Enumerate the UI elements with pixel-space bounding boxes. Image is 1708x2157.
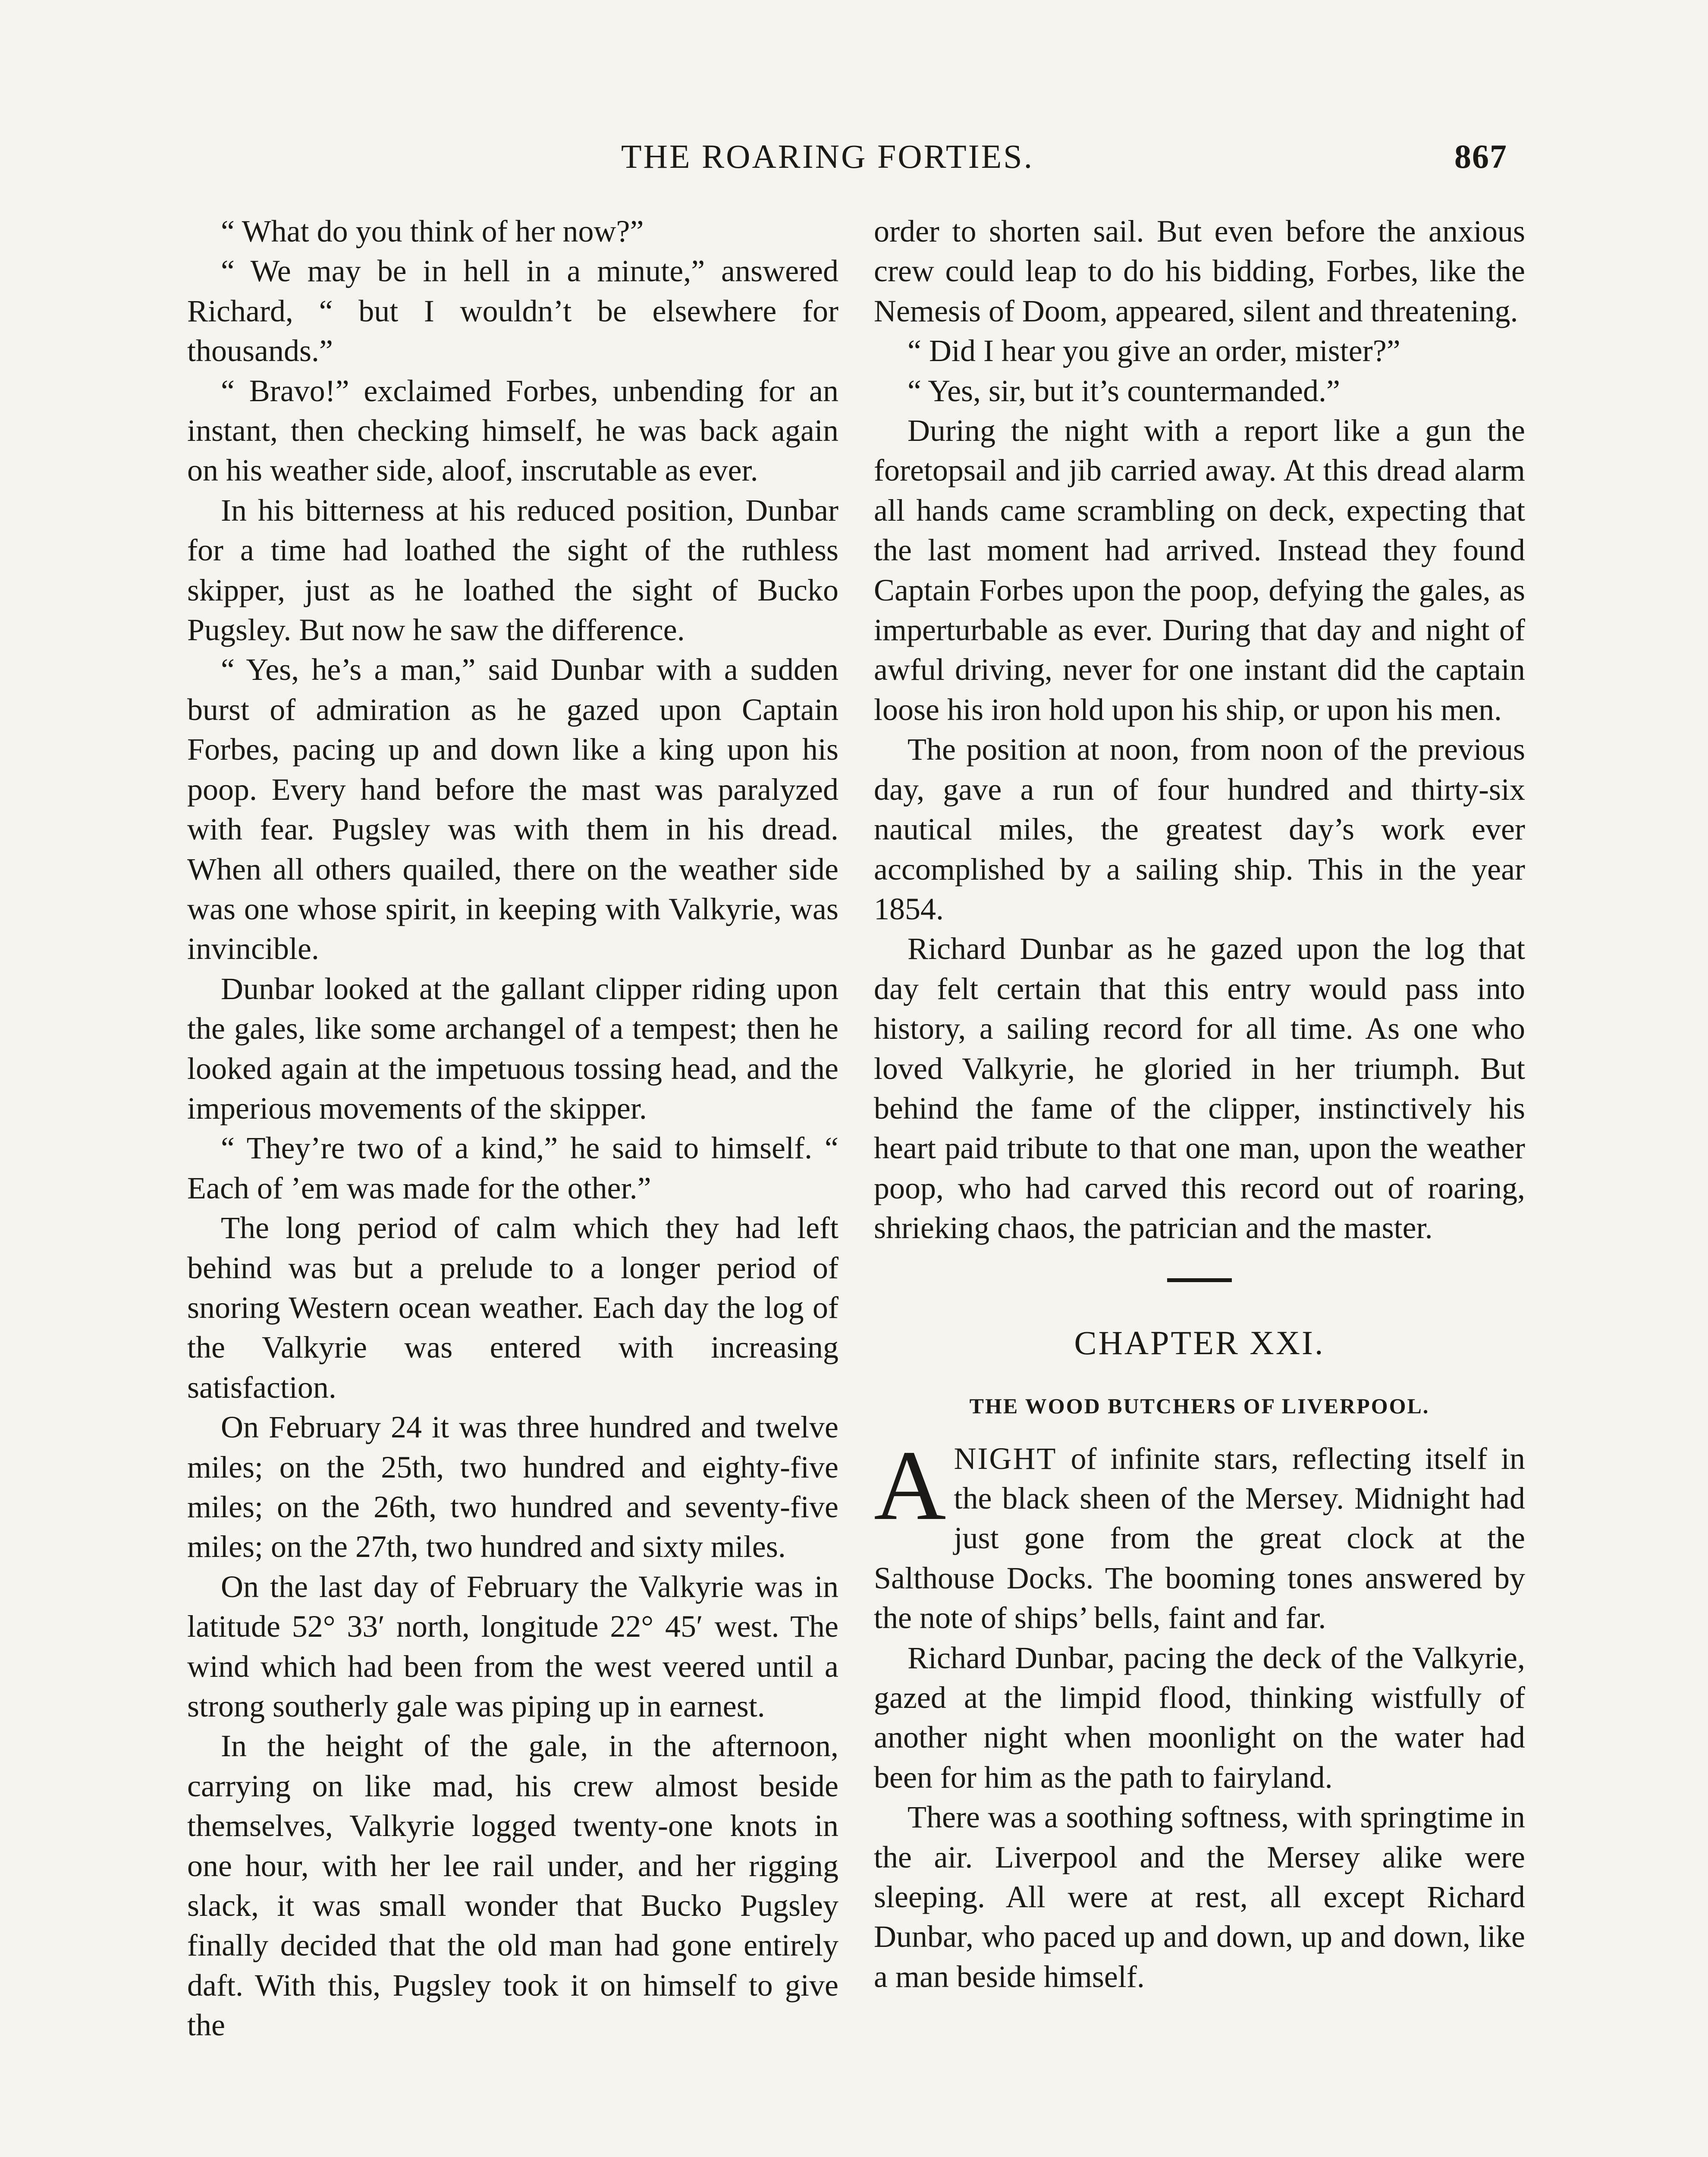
paragraph: Dunbar looked at the gallant clipper riding upon the gales, like some archangel of a tempest; then he looked again at the impetuous tossing head, and the imperious movements of the skipper. [187, 971, 838, 1126]
chapter-opening-paragraph [874, 1430, 1525, 1638]
paragraph: “ What do you think of her now?” [221, 214, 644, 248]
chapter-heading: CHAPTER XXI. [1074, 1324, 1325, 1361]
drop-cap: A [874, 1430, 946, 1541]
right-column [874, 211, 1525, 1997]
paragraph: In the height of the gale, in the afternoon, carrying on like mad, his crew almost beside themselves, Valkyrie logged twenty-one knots in one hour, with her lee rail under, and her rigging slack, it was small wonder that Bucko Pugsley finally decided that the old man had gone entirely daft. With this, Pugsley took it on himself to give the [187, 1729, 838, 2043]
paragraph: “ Yes, he’s a man,” said Dunbar with a sudden burst of admiration as he gazed upon Captain Forbes, pacing up and down like a king upon his poop. Every hand before the mast was paralyzed with fear. Pugsley was with them in his dread. When all others quailed, there on the weather side was one whose spirit, in keeping with Valkyrie, was invincible. [187, 652, 838, 966]
paragraph: Richard Dunbar as he gazed upon the log that day felt certain that this entry would pass into history, a sailing record for all time. As one who loved Valkyrie, he gloried in her triumph. But behind the fame of the clipper, instinctively his heart paid tribute to that one man, upon the weather poop, who had carved this record out of roaring, shrieking chaos, the patrician and the master. [874, 931, 1525, 1245]
chapter-subtitle: THE WOOD BUTCHERS OF LIVERPOOL. [969, 1393, 1430, 1418]
left-column [187, 211, 838, 2045]
paragraph: “ Yes, sir, but it’s countermanded.” [907, 373, 1340, 408]
paragraph: The long period of calm which they had left behind was but a prelude to a longer period of snoring Western ocean weather. Each day the log of the Valkyrie was entered with increasing satisfaction. [187, 1211, 838, 1405]
page-number: 867 [1454, 138, 1507, 175]
paragraph: On February 24 it was three hundred and twelve miles; on the 25th, two hundred and eighty-five miles; on the 26th, two hundred and seventy-five miles; on the 27th, two hundred and sixty miles. [187, 1410, 838, 1564]
section-divider [1167, 1278, 1232, 1282]
continued-paragraph: order to shorten sail. But even before the anxious crew could leap to do his bidding, Forbes, like the Nemesis of Doom, appeared, silent and threatening. [874, 214, 1525, 328]
lead-word: NIGHT [954, 1441, 1057, 1476]
running-title: THE ROARING FORTIES. [621, 138, 1034, 175]
paragraph: The position at noon, from noon of the previous day, gave a run of four hundred and thirty-six nautical miles, the greatest day’s work ever accomplished by a sailing ship. This in the year 1854. [874, 732, 1525, 926]
paragraph: In his bitterness at his reduced position, Dunbar for a time had loathed the sight of the ruthless skipper, just as he loathed the sight of Bucko Pugsley. But now he saw the difference. [187, 493, 838, 648]
paragraph: “ Bravo!” exclaimed Forbes, unbending for an instant, then checking himself, he was back again on his weather side, aloof, inscrutable as ever. [187, 373, 838, 488]
paragraph: Richard Dunbar, pacing the deck of the Valkyrie, gazed at the limpid flood, thinking wistfully of another night when moonlight on the water had been for him as the path to fairyland. [874, 1640, 1525, 1795]
paragraph: During the night with a report like a gun the foretopsail and jib carried away. At this dread alarm all hands came scrambling on deck, expecting that the last moment had arrived. Instead they found Captain Forbes upon the poop, defying the gales, as imperturbable as ever. During that day and night of awful driving, never for one instant did the captain loose his iron hold upon his ship, or upon his men. [874, 413, 1525, 727]
paragraph: On the last day of February the Valkyrie was in latitude 52° 33′ north, longitude 22° 45′ west. The wind which had been from the west veered until a strong southerly gale was piping up in earnest. [187, 1569, 838, 1724]
paragraph: There was a soothing softness, with springtime in the air. Liverpool and the Mersey alike were sleeping. All were at rest, all except Richard Dunbar, who paced up and down, up and down, like a man beside himself. [874, 1800, 1525, 1994]
paragraph: “ We may be in hell in a minute,” answered Richard, “ but I wouldn’t be elsewhere for thousands.” [187, 254, 838, 368]
paragraph: “ They’re two of a kind,” he said to himself. “ Each of ’em was made for the other.” [187, 1131, 838, 1205]
paragraph: “ Did I hear you give an order, mister?” [907, 333, 1400, 368]
opening-text: of infinite stars, reflecting itself in the black sheen of the Mersey. Midnight had just gone from the great clock at the Salthouse Docks. The booming tones answered by the note of ships’ bells, faint and far. [874, 1441, 1525, 1635]
